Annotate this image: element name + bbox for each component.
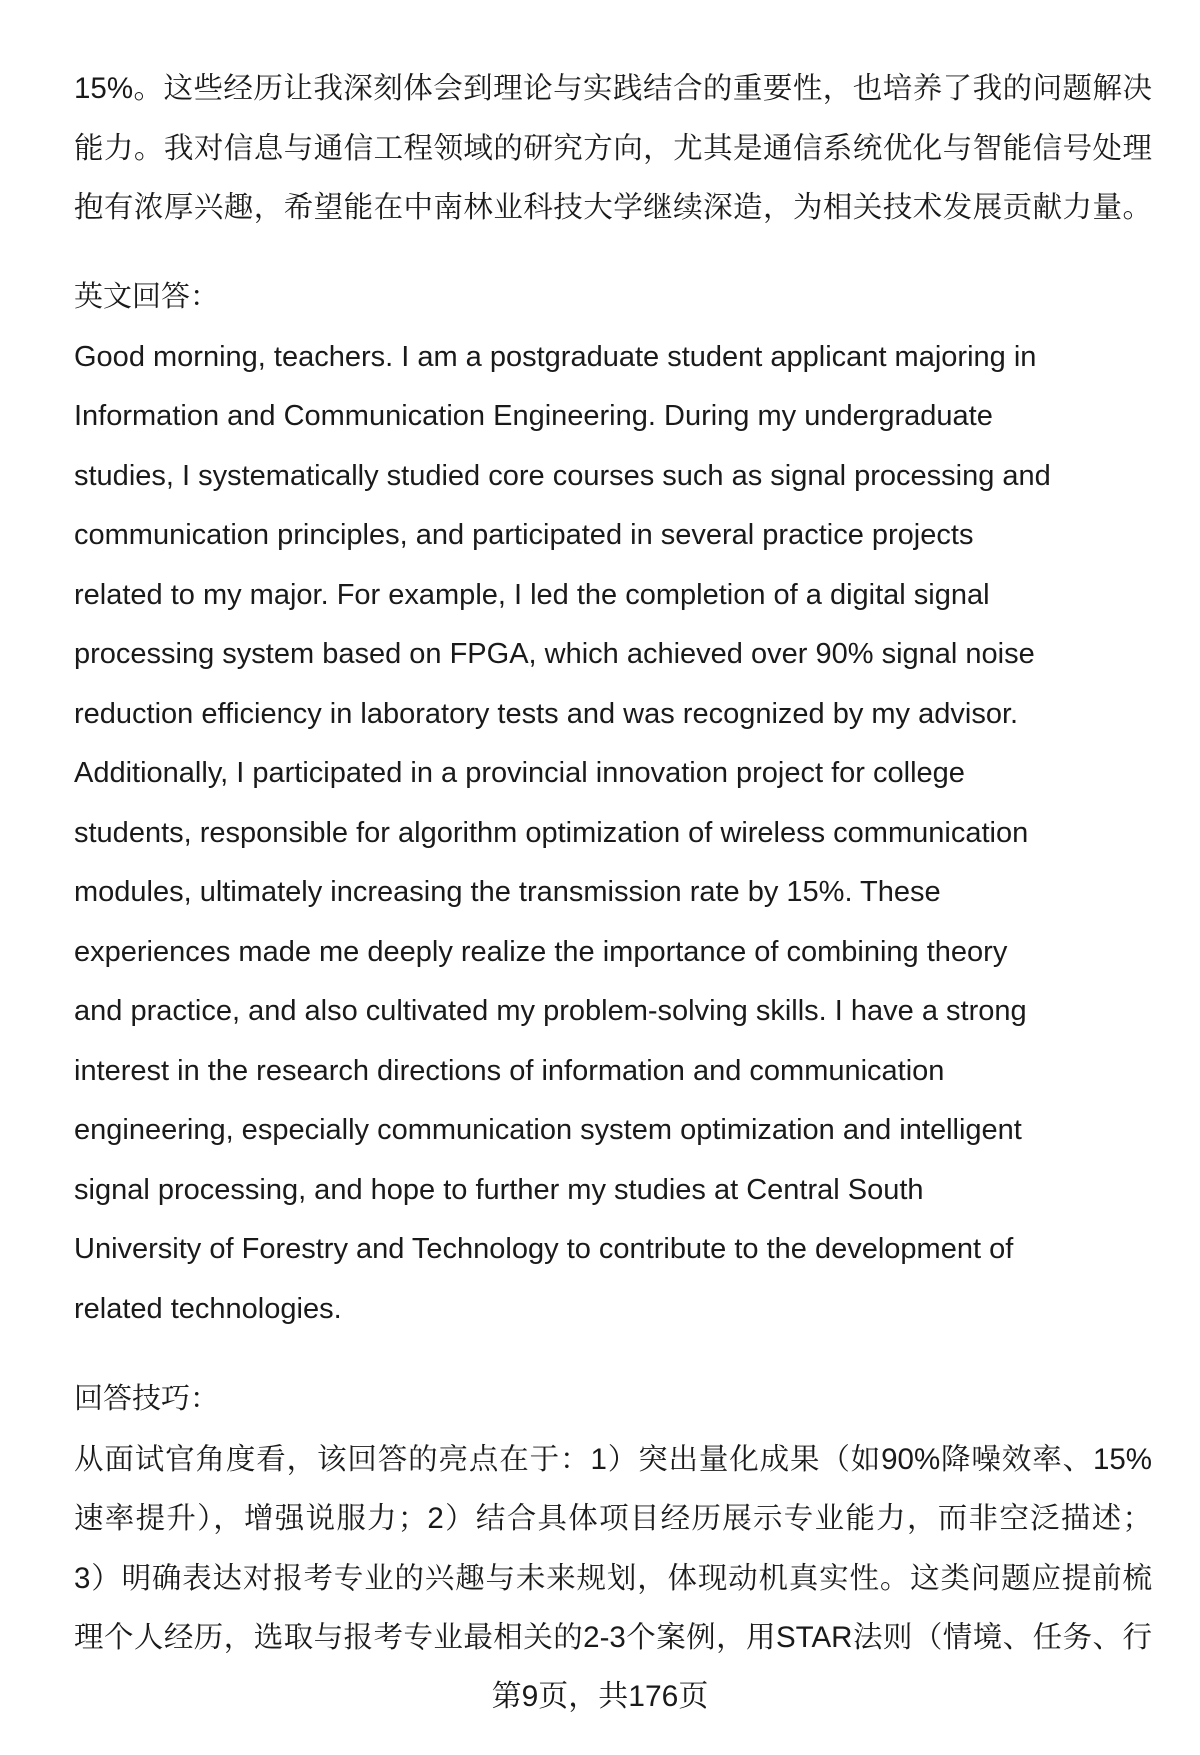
text-line: 能力。我对信息与通信工程领域的研究方向，尤其是通信系统优化与智能信号处理 xyxy=(74,131,1152,165)
text-line: processing system based on FPGA, which achieved over 90% signal noise xyxy=(74,638,1035,670)
text-line: University of Forestry and Technology to contribute to the development of xyxy=(74,1233,1014,1265)
text-line: engineering, especially communication system optimization and intelligent xyxy=(74,1114,1022,1146)
text-line: experiences made me deeply realize the importance of combining theory xyxy=(74,935,1008,968)
text-line: 15%。这些经历让我深刻体会到理论与实践结合的重要性，也培养了我的问题解决 xyxy=(74,72,1152,105)
text-line: signal processing, and hope to further my studies at Central South xyxy=(74,1173,924,1206)
english-answer-section xyxy=(74,268,1152,1339)
section-heading: 回答技巧： xyxy=(74,1383,220,1415)
text-line: studies, I systematically studied core courses such as signal processing and xyxy=(74,459,1051,492)
text-line: 速率提升），增强说服力；2）结合具体项目经历展示专业能力，而非空泛描述； xyxy=(74,1502,1152,1535)
text-line: 抱有浓厚兴趣，希望能在中南林业科技大学继续深造，为相关技术发展贡献力量。 xyxy=(74,191,1152,224)
text-line: communication principles, and participated in several practice projects xyxy=(74,519,974,551)
text-line: related technologies. xyxy=(74,1292,342,1325)
text-line: Good morning, teachers. I am a postgraduate student applicant majoring in xyxy=(74,340,1037,373)
text-line: 3）明确表达对报考专业的兴趣与未来规划，体现动机真实性。这类问题应提前梳 xyxy=(74,1561,1152,1595)
text-line: 理个人经历，选取与报考专业最相关的2-3个案例，用STAR法则（情境、任务、行 xyxy=(74,1621,1152,1654)
text-line: related to my major. For example, I led the completion of a digital signal xyxy=(74,578,990,611)
text-line: Additionally, I participated in a provincial innovation project for college xyxy=(74,757,965,789)
text-line: Information and Communication Engineering. During my undergraduate xyxy=(74,400,993,432)
section-heading: 英文回答： xyxy=(74,281,220,313)
text-line: and practice, and also cultivated my problem-solving skills. I have a strong xyxy=(74,995,1027,1027)
text-line: 从面试官角度看，该回答的亮点在于：1）突出量化成果（如90%降噪效率、15% xyxy=(74,1442,1152,1476)
text-line: reduction efficiency in laboratory tests and was recognized by my advisor. xyxy=(74,697,1019,730)
intro-paragraph xyxy=(74,59,1152,238)
tips-section xyxy=(74,1370,1152,1668)
text-line: modules, ultimately increasing the transmission rate by 15%. These xyxy=(74,876,941,908)
text-line: students, responsible for algorithm optimization of wireless communication xyxy=(74,816,1029,849)
page-number: 第9页，共176页 xyxy=(491,1680,709,1713)
text-line: interest in the research directions of information and communication xyxy=(74,1054,945,1087)
